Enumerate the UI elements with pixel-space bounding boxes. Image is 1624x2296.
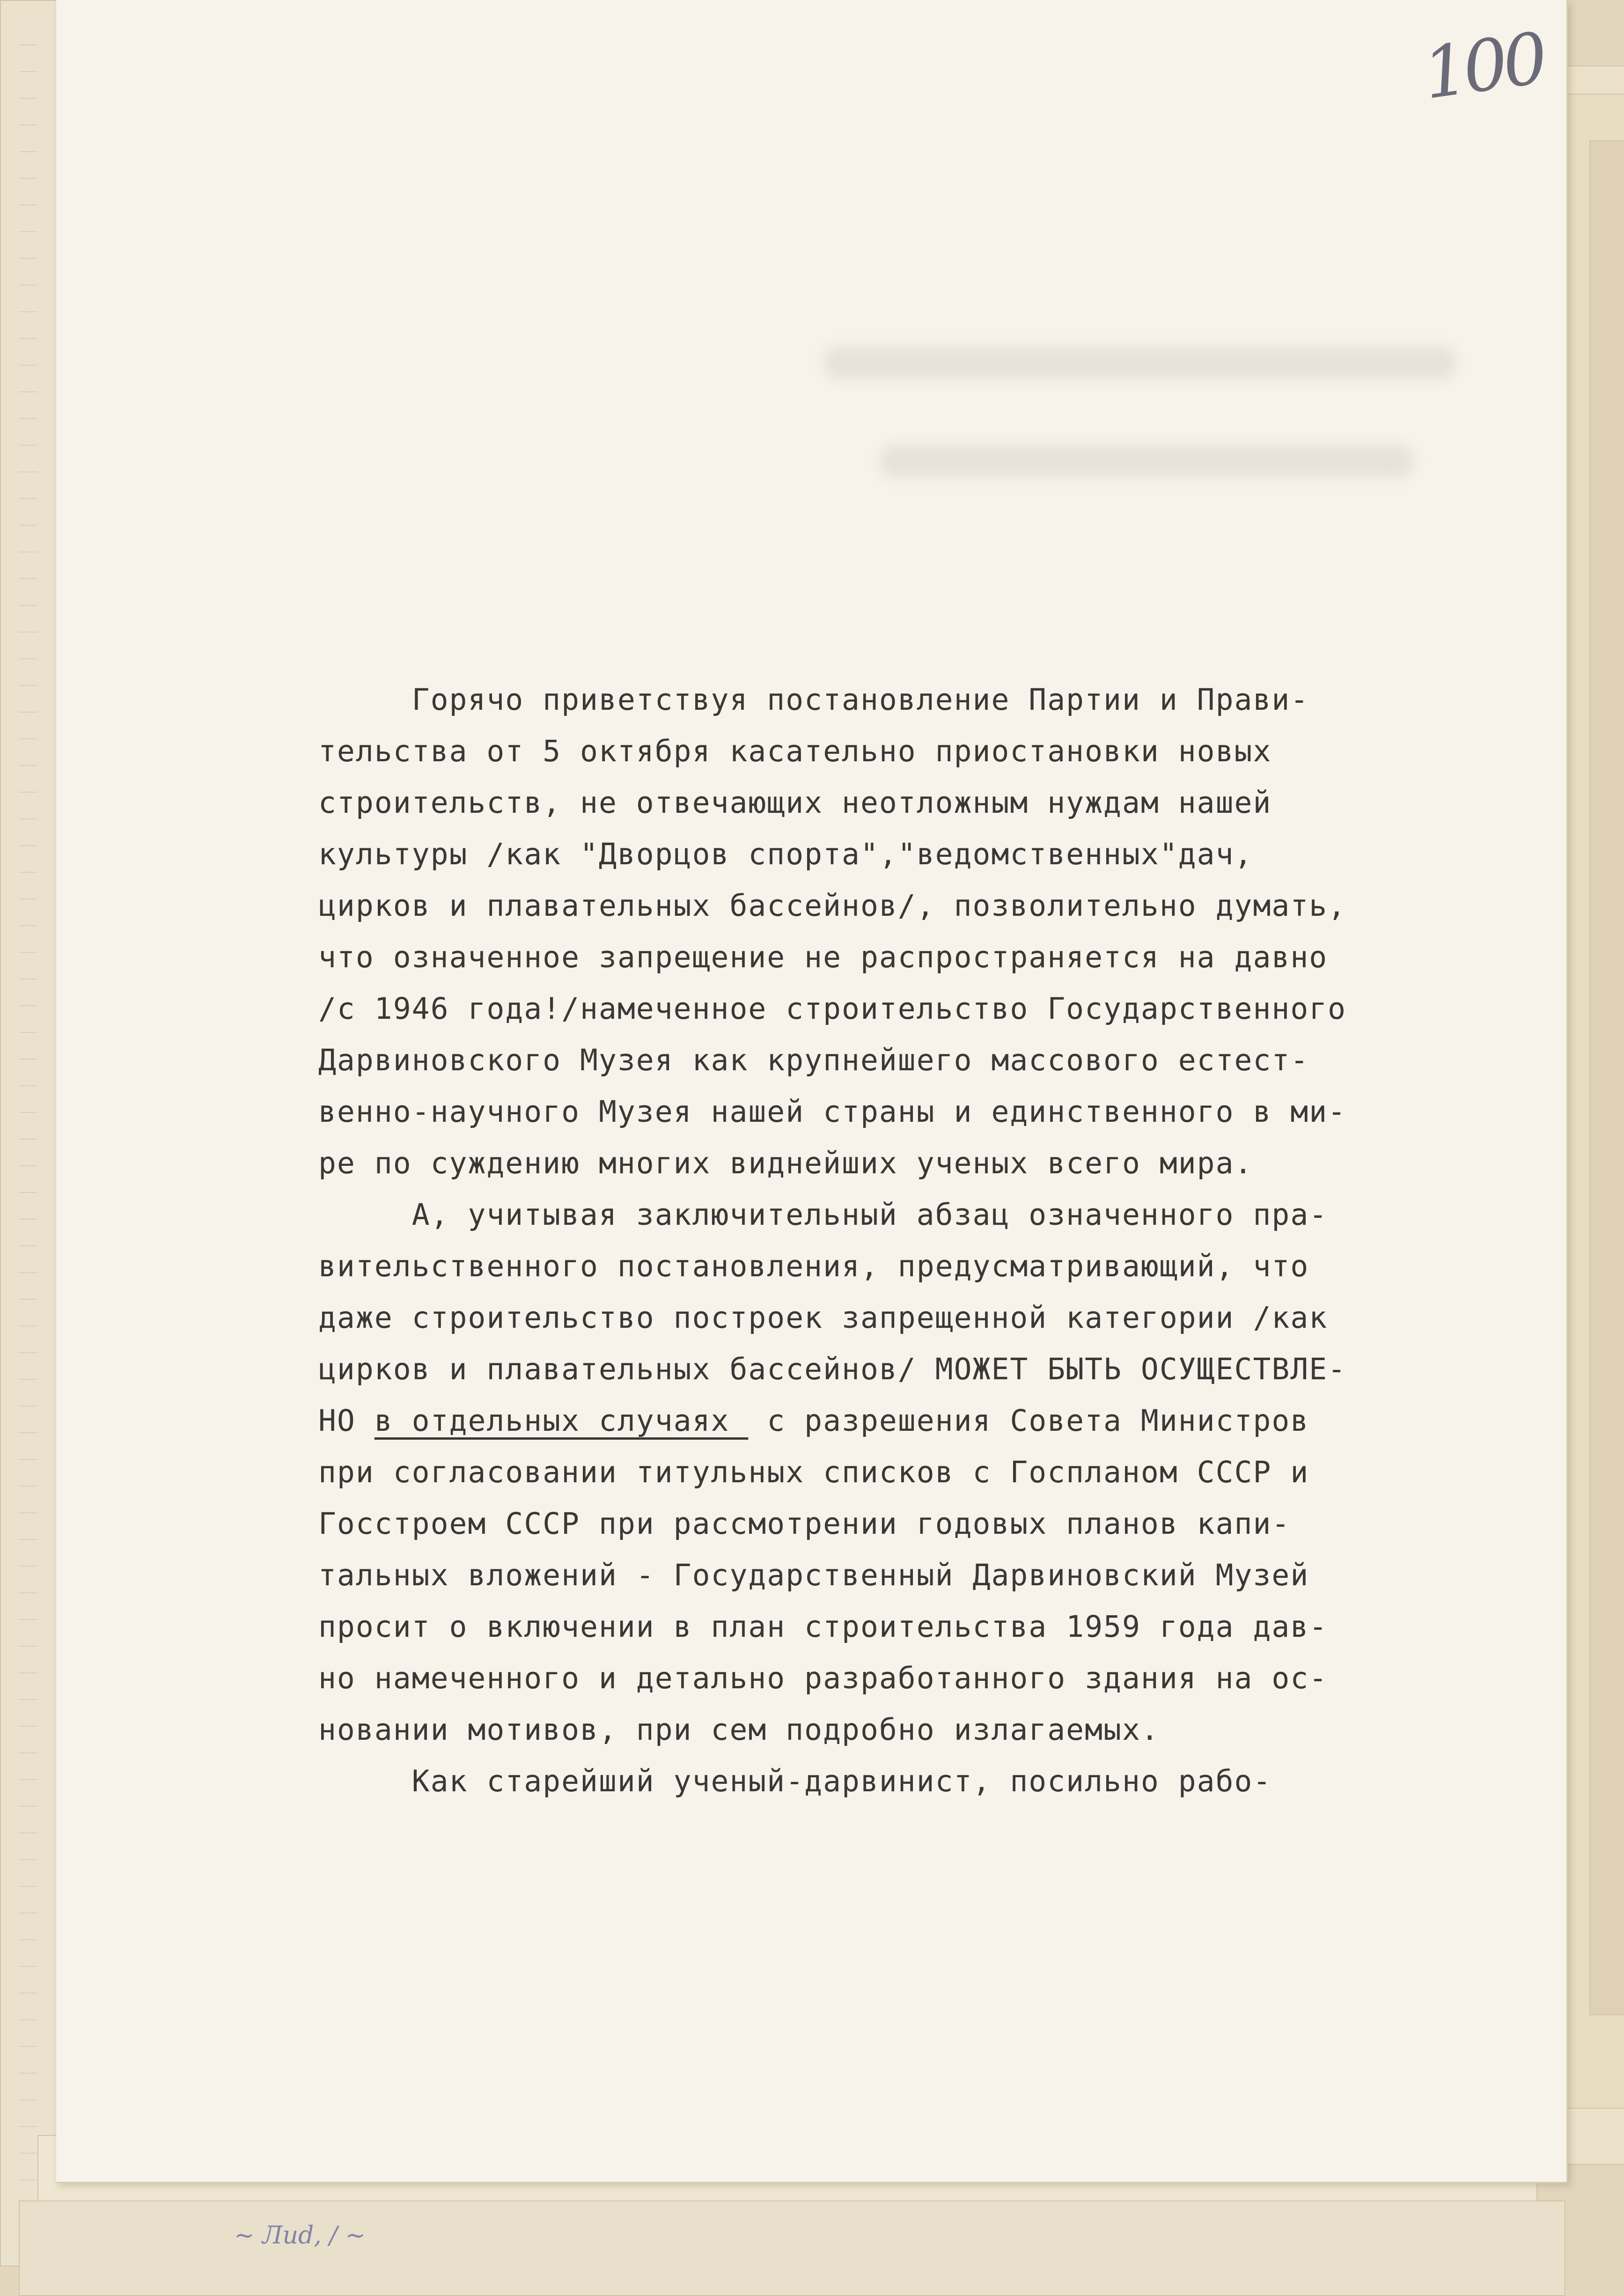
line-segment: даже строительство построек запрещенной категории /как: [318, 1301, 1328, 1335]
line-segment: ре по суждению многих виднейших ученых всего мира.: [318, 1146, 1253, 1180]
line-segment: /с 1946 года!/намеченное строительство Государственного: [318, 992, 1347, 1026]
line-segment: А, учитывая заключительный абзац означенного пра-: [318, 1198, 1328, 1232]
line-segment: при согласовании титульных списков с Госпланом СССР и: [318, 1455, 1309, 1489]
line-segment: тальных вложений - Государственный Дарвиновский Музей: [318, 1558, 1309, 1592]
line-segment: Как старейший ученый-дарвинист, посильно рабо-: [318, 1764, 1272, 1798]
line-segment: НО: [318, 1404, 375, 1438]
underlined-phrase: в отдельных случаях: [374, 1404, 749, 1438]
text-line: [318, 1550, 1536, 1601]
text-line: [318, 1138, 1536, 1189]
line-segment: Дарвиновского Музея как крупнейшего массового естест-: [318, 1043, 1309, 1077]
line-segment: с разрешения Совета Министров: [748, 1404, 1309, 1438]
text-line: [318, 1447, 1536, 1498]
line-segment: культуры /как "Дворцов спорта","ведомственных"дач,: [318, 837, 1253, 871]
line-segment: просит о включении в план строительства 1959 года дав-: [318, 1610, 1328, 1644]
line-segment: но намеченного и детально разработанного здания на ос-: [318, 1661, 1328, 1695]
text-line: [318, 1035, 1536, 1086]
text-line: [318, 932, 1536, 983]
text-line: [318, 1704, 1536, 1756]
line-segment: строительств, не отвечающих неотложным нуждам нашей: [318, 786, 1272, 820]
line-segment: цирков и плавательных бассейнов/ МОЖЕТ БЫТЬ ОСУЩЕСТВЛЕ-: [318, 1352, 1347, 1386]
typewritten-letter-body: [318, 674, 1536, 1807]
text-line: [318, 726, 1536, 777]
line-segment: новании мотивов, при сем подробно излагаемых.: [318, 1713, 1160, 1747]
text-line: [318, 1241, 1536, 1292]
bottom-ink-scribble: ~ Лиd, / ~: [234, 2222, 366, 2250]
text-line: [318, 880, 1536, 932]
text-line: [318, 1498, 1536, 1550]
text-line: [318, 983, 1536, 1035]
line-segment: Госстроем СССР при рассмотрении годовых планов капи-: [318, 1507, 1291, 1541]
underlying-sheet-right-3: [1589, 140, 1624, 2015]
line-segment: цирков и плавательных бассейнов/, позволительно думать,: [318, 889, 1347, 923]
handwritten-page-number: 100: [1418, 18, 1549, 115]
faded-header-line-1: [824, 346, 1456, 379]
faded-header-line-2: [880, 445, 1414, 478]
text-line: [318, 674, 1536, 726]
text-line: [318, 777, 1536, 829]
text-line: [318, 1395, 1536, 1447]
text-line: [318, 1086, 1536, 1138]
line-segment: Горячо приветствуя постановление Партии и Прави-: [318, 683, 1309, 717]
text-line: [318, 1653, 1536, 1704]
line-segment: венно-научного Музея нашей страны и единственного в ми-: [318, 1095, 1347, 1129]
line-segment: тельства от 5 октября касательно приостановки новых: [318, 734, 1272, 768]
text-line: [318, 1601, 1536, 1653]
text-line: [318, 1756, 1536, 1807]
underlying-sheet-texture: [19, 19, 37, 2219]
text-line: [318, 829, 1536, 880]
text-line: [318, 1344, 1536, 1395]
text-line: [318, 1292, 1536, 1344]
text-line: [318, 1189, 1536, 1241]
line-segment: вительственного постановления, предусматривающий, что: [318, 1249, 1309, 1283]
line-segment: что означенное запрещение не распространяется на давно: [318, 940, 1328, 974]
